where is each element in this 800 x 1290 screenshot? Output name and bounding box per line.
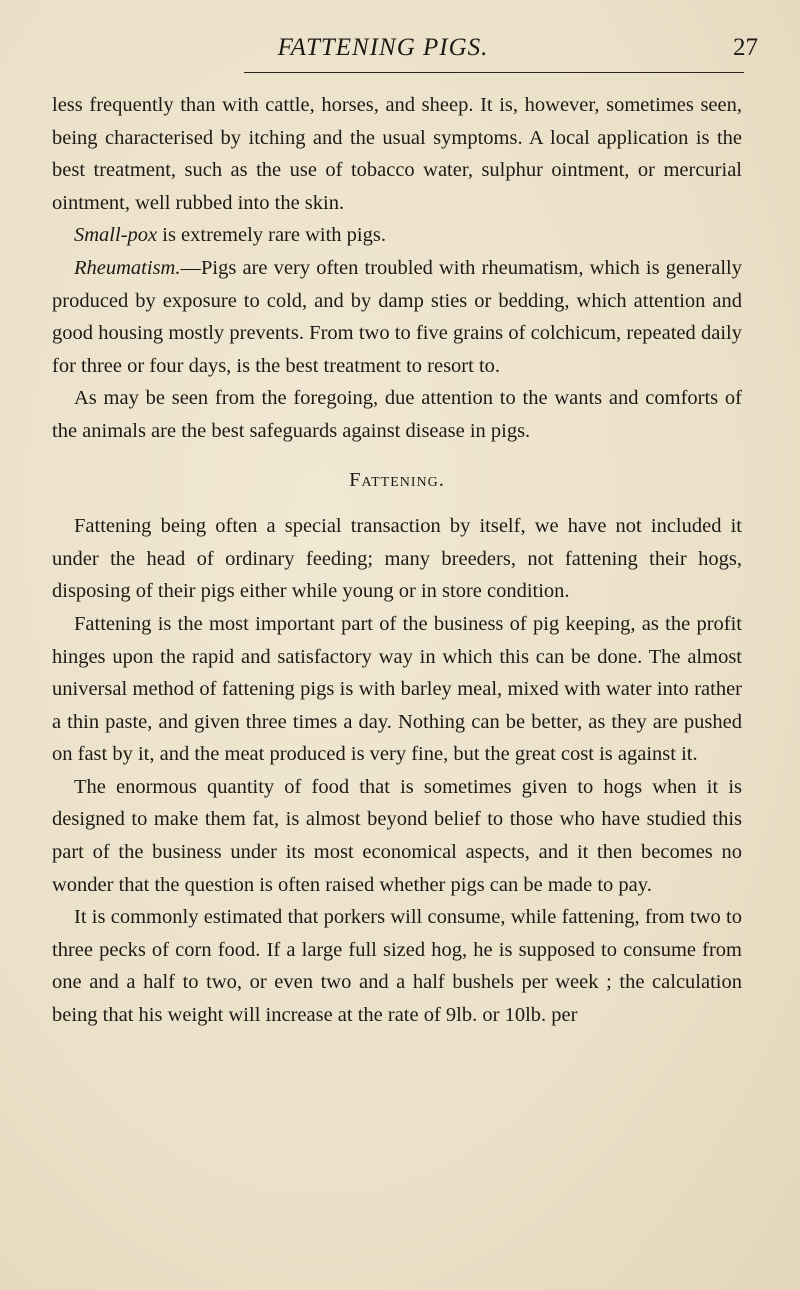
header-rule — [244, 72, 744, 73]
paragraph-rheumatism — [52, 252, 742, 382]
rheumatism-lead: Rheumatism. — [74, 256, 181, 279]
paragraph-foregoing: As may be seen from the foregoing, due attention to the wants and comforts of the animals are the best safeguards against disease in pigs. — [52, 387, 742, 442]
body-text — [52, 89, 742, 1032]
running-title: FATTENING PIGS. — [277, 34, 489, 61]
paragraph-porkers-estimate: It is commonly estimated that porkers will consume, while fattening, from two to three pecks of corn food. If a large full sized hog, he is supposed to consume from one and a half to two, or even two and a half bushels per week ; the calculation being that his weight will increase at the rate of 9lb. or 10lb. per — [52, 906, 742, 1027]
paragraph-fattening-special: Fattening being often a special transaction by itself, we have not included it under the head of ordinary feeding; many breeders, not fattening their hogs, disposing of their pigs either while young or in store condition. — [52, 515, 742, 603]
small-pox-text: is extremely rare with pigs. — [157, 224, 386, 247]
rheumatism-text: —Pigs are very often troubled with rheumatism, which is generally produced by exposure to cold, and by damp sties or bedding, which attention and good housing mostly prevents. From two to five grains of colchicum, repeated daily for three or four days, is the best treatment to resort to. — [52, 256, 742, 377]
running-head — [48, 34, 758, 74]
paragraph-enormous-quantity: The enormous quantity of food that is sometimes given to hogs when it is designed to make them fat, is almost beyond belief to those who have studied this part of the business under its most economical aspects, and it then becomes no wonder that the question is often raised whether pigs can be made to pay. — [52, 775, 742, 896]
paragraph-small-pox — [52, 219, 742, 252]
paragraph-fattening-important: Fattening is the most important part of the business of pig keeping, as the profit hinges upon the rapid and satisfactory way in which this can be done. The almost universal method of fattening pigs is with barley meal, mixed with water into rather a thin paste, and given three times a day. Nothing can be better, as they are pushed on fast by it, and the meat produced is very fine, but the great cost is against it. — [52, 612, 742, 766]
page-number: 27 — [733, 34, 758, 61]
small-pox-lead: Small-pox — [74, 224, 158, 247]
section-heading-fattening: Fattening. — [349, 468, 445, 491]
paragraph-continuation: less frequently than with cattle, horses, and sheep. It is, however, sometimes seen, being characterised by itching and the usual symptoms. A local application is the best treatment, such as the use of tobacco water, sulphur ointment, or mercurial ointment, well rubbed into the skin. — [52, 94, 742, 214]
